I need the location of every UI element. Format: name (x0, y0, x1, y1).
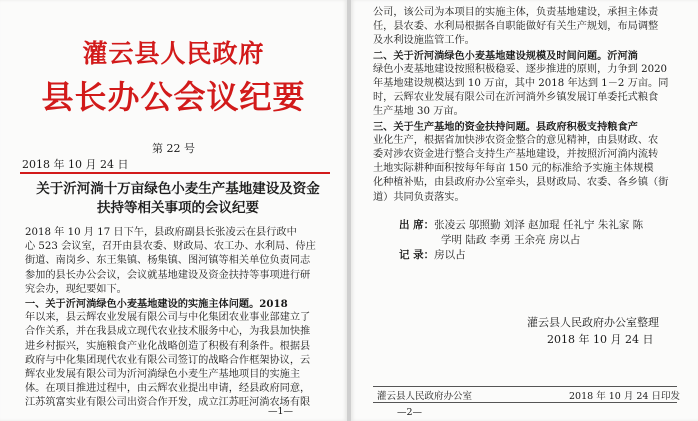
body-line: 体。在项目推进过程中，由云辉农业提出申请，经县政府同意， (25, 383, 311, 395)
body-line: 绿色小麦基地建设按照积极稳妥、逐步推进的原则，力争到 2020 (373, 63, 668, 75)
minutes-title-line-2: 扶持等相关事项的会议纪要 (97, 200, 259, 216)
body-line: 任，县农委、水利局根据各自职能做好有关生产规划，布局调整 (373, 21, 659, 33)
left-body-text (25, 226, 325, 411)
minutes-title-line-1: 关于沂河淌十万亩绿色小麦生产基地建设及资金 (36, 181, 320, 197)
issue-date: 2018 年 10 月 24 日 (22, 158, 129, 171)
attendees (399, 218, 689, 263)
body-line: 心 523 会议室，召开由县农委、财政局、农工办、水利局、侍庄 (25, 241, 316, 253)
recorder-name: 房以占 (434, 249, 466, 261)
footer-office: 灌云县人民政府办公室 (377, 391, 473, 402)
header-government-name: 灌云县人民政府 (82, 39, 265, 68)
page-number-1: —1— (268, 406, 294, 417)
right-body-text (373, 6, 679, 205)
page-right (351, 0, 698, 421)
body-line: 二、关于沂河淌绿色小麦基地建设规模及时间问题。沂河淌 (373, 49, 638, 62)
attendee-names-1: 张凌云 邬照勤 刘泽 赵加琨 任礼宁 朱礼家 陈 (434, 219, 644, 231)
page-left (0, 0, 347, 421)
body-line: 2018 年 10 月 17 日下午，县政府副县长张凌云在县行政中 (25, 227, 297, 238)
record-label: 记 录： (399, 249, 435, 261)
footer-line-top (373, 386, 677, 387)
body-line: 时，云辉农业发展有限公司在沂河淌外乡镇发展订单委托式粮食 (373, 92, 659, 104)
body-line: 公司，该公司为本项目的实施主体，负责基地建设，承担主体责 (373, 7, 659, 18)
body-line: 生产基地 30 万亩。 (373, 106, 464, 118)
minutes-title (18, 180, 338, 218)
body-line: 江苏筑富实业有限公司出资合作开发，成立江苏旺河淌农场有限 (25, 397, 311, 409)
footer-line-bottom (373, 402, 677, 403)
body-line: 三、关于生产基地的资金扶持问题。县政府积极支持粮食产 (373, 120, 638, 133)
body-line: 合作关系，并在我县成立现代农业技术服务中心，为我县加快推 (25, 326, 311, 338)
attendee-names-2: 学明 陆政 李勇 王余亮 房以占 (441, 234, 581, 246)
red-divider (20, 172, 330, 174)
page-number-2: —2— (397, 407, 423, 418)
body-line: 参加的县长办公会议，会议就基地建设及资金扶持等事项进行研 (25, 269, 311, 281)
body-line: 道）共同负责落实。 (373, 191, 465, 203)
issue-number: 第 22 号 (152, 142, 195, 155)
body-line: 及水利设施监管工作。 (373, 35, 475, 47)
body-line: 化种植补贴，由县政府办公室牵头，县财政局、农委、各乡镇（街 (373, 177, 669, 189)
body-line: 委对涉农资金进行整合支持生产基地建设，并按照沂河淌内流转 (373, 149, 659, 161)
footer-print-date: 2018 年 10 月 24 日印发 (569, 391, 680, 402)
header-document-type: 县长办公会议纪要 (41, 78, 306, 116)
body-line: 究会办，现纪要如下。 (25, 283, 127, 295)
body-line: 年以来，县云辉农业发展有限公司与中化集团农业事业部建立了 (25, 312, 311, 324)
body-line: 业化生产，根据省加快涉农资金整合的意见精神，由县财政、农 (373, 134, 659, 146)
body-line: 一、关于沂河淌绿色小麦基地建设的实施主体问题。2018 (25, 298, 288, 311)
issuing-date: 2018 年 10 月 24 日 (547, 333, 654, 346)
issuing-office: 灌云县人民政府办公室整理 (527, 316, 659, 329)
body-line: 辉农业发展有限公司为沂河淌绿色小麦生产基地项目的实施主 (25, 369, 301, 381)
body-line: 土地实际耕种面积按每年每亩 150 元的标准给予实施主体规模 (373, 163, 654, 175)
body-line: 进乡村振兴，实施粮食产业化战略创造了积极有利条件。根据县 (25, 340, 311, 352)
body-line: 政府与中化集团现代农业有限公司签订的战略合作框架协议，云 (25, 354, 311, 366)
body-line: 年基地建设规模达到 10 万亩，其中 2018 年达到 1－2 万亩。同 (373, 78, 669, 90)
attend-label: 出 席： (399, 219, 435, 231)
body-line: 街道、南岗乡、东王集镇、杨集镇、图河镇等相关单位负责同志 (25, 255, 311, 267)
